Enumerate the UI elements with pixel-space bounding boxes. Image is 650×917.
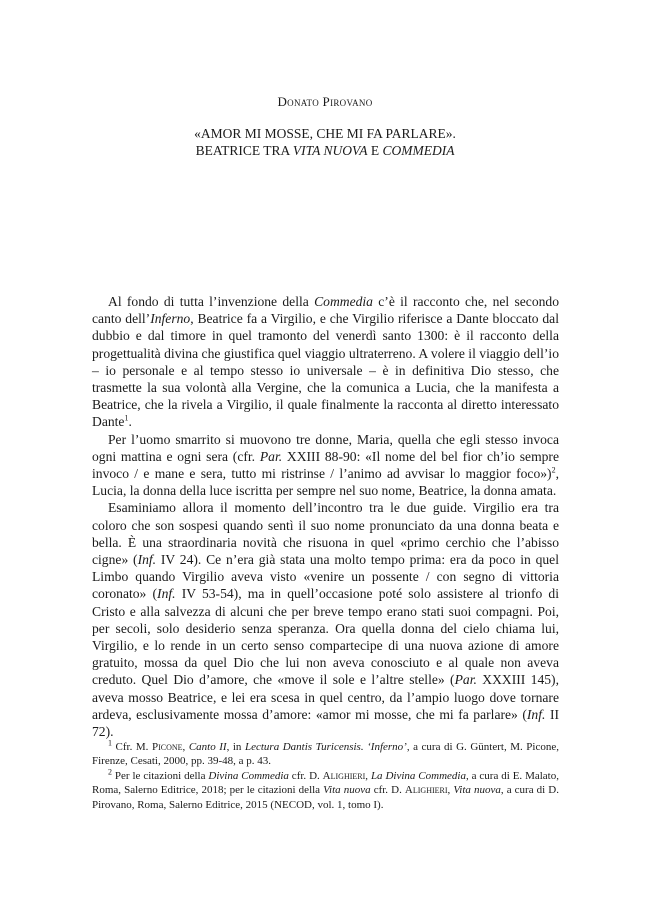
footnote-ref-2[interactable]: 2	[551, 465, 556, 475]
article-title	[0, 125, 650, 159]
smallcaps-run: Alighieri	[404, 784, 448, 797]
text-run: , a cura di G. Güntert, M. Picone, Firenze, Cesati, 2000, pp. 39-48, a p. 43.	[92, 741, 559, 768]
text-run: cfr. D.	[288, 769, 323, 782]
text-run: ,	[182, 741, 189, 753]
text-run: cfr. D.	[370, 784, 405, 797]
title-italic-commedia: COMMEDIA	[382, 143, 455, 158]
italic-run: Divina Commedia	[208, 769, 289, 782]
smallcaps-run: Alighieri	[322, 769, 366, 782]
title-italic-vita-nuova: VITA NUOVA	[292, 143, 368, 158]
title-line-1: «AMOR MI MOSSE, CHE MI FA PARLARE».	[194, 126, 456, 141]
body-text	[92, 293, 559, 740]
italic-run: Par.	[259, 448, 283, 464]
text-run: , in	[226, 741, 245, 753]
author-name: Donato Pirovano	[277, 94, 373, 109]
text-run: Cfr. M.	[112, 741, 152, 753]
text-run: Per le citazioni della	[112, 769, 209, 782]
italic-run: Canto II	[188, 741, 227, 753]
text-run: , a cura di D. Pirovano, Roma, Salerno Editrice, 2015 (NECOD, vol. 1, tomo I).	[92, 784, 559, 811]
italic-run: Vita nuova	[453, 784, 501, 797]
text-run: Esaminiamo allora il momento dell’incontro tra le due guide. Virgilio era tra coloro che son sospesi quando sentì il suo nome pronunciato da una donna beata e bella. È una straordinaria novità che risuona in quel «primo cerchio che l’abisso cigne» (	[92, 500, 559, 568]
italic-run: Commedia	[314, 294, 373, 309]
text-run: ,	[365, 769, 371, 782]
footnote-1	[92, 740, 559, 769]
paragraph-1	[92, 293, 559, 431]
text-run: ,	[447, 784, 454, 797]
text-run: Al fondo di tutta l’invenzione della	[108, 294, 315, 309]
paragraph-3	[92, 499, 559, 740]
text-run: c’è il racconto che, nel secondo canto dell’	[92, 294, 560, 327]
text-run: XXXIII 145), aveva mosso Beatrice, e lei era scesa in quel centro, da l’ampio luogo dove tornare ardeva, esclusivamente mossa d’amore: «amor mi mosse, che mi fa parlare» (	[92, 672, 559, 722]
title-line-2	[0, 142, 650, 159]
paragraph-2	[92, 431, 559, 500]
footnote-number: 1	[108, 738, 112, 748]
italic-run: La Divina Commedia	[370, 769, 466, 782]
smallcaps-run: Picone	[151, 741, 183, 753]
title-text: BEATRICE TRA	[195, 143, 293, 158]
text-run: Per l’uomo smarrito si muovono tre donne, Maria, quella che egli stesso invoca ogni mattina e ogni sera (cfr.	[92, 431, 559, 464]
footnote-ref-1[interactable]: 1	[124, 413, 129, 423]
title-text: E	[367, 143, 383, 158]
text-run: XXIII 88-90: «Il nome del bel fior ch’io sempre invoco / e mane e sera, tutto mi ristrinse / l’animo ad avvisar lo maggior foco»)	[92, 448, 559, 482]
italic-run: Vita nuova	[323, 784, 371, 797]
footnote-number: 2	[108, 767, 112, 777]
italic-run: Inf.	[526, 706, 546, 722]
italic-run: Inferno	[150, 311, 191, 327]
text-run: , Lucia, la donna della luce iscritta per sempre nel suo nome, Beatrice, la donna amata.	[92, 466, 559, 499]
italic-run: Par.	[454, 672, 477, 688]
footnotes	[92, 740, 559, 812]
text-run: IV 24). Ce n’era già stata una molto tempo prima: era da poco in quel Limbo quando Virgilio aveva visto «venire un possente / con segno di vittoria coronato» (	[92, 552, 559, 602]
text-run: II 72).	[92, 706, 559, 740]
text-run: , Beatrice fa a Virgilio, e che Virgilio riferisce a Dante bloccato dal dubbio e dal timore in quel tramonto del venerdì santo 1300: è il racconto della progettualità divina che giustifica quel viaggio ultraterreno. A volere il viaggio dell’io – io personale e al tempo stesso io universale – è in definitiva Dio stesso, che trasmette la sua volontà alla Vergine, che la comunica a Lucia, che la manifesta a Beatrice, che la rivela a Virgilio, il quale finalmente la racconta al diretto interessato Dante	[92, 311, 559, 430]
text-run: , a cura di E. Malato, Roma, Salerno Editrice, 2018; per le citazioni della	[92, 769, 559, 797]
footnote-2	[92, 769, 559, 812]
text-run: .	[128, 414, 132, 430]
italic-run: Lectura Dantis Turicensis. ‘Inferno’	[244, 741, 407, 753]
italic-run: Inf.	[157, 586, 176, 602]
italic-run: Inf.	[137, 552, 157, 568]
text-run: IV 53-54), ma in quell’occasione poté solo assistere al trionfo di Cristo e alla salvezza di alcuni che per breve tempo erano stati suoi compagni. Poi, per secoli, solo desiderio senza speranza. Ora quella donna del cielo chiama lui, Virgilio, e lo rende in un certo senso compartecipe di una nuova azione di amore gratuito, mossa da quel Dio che lui non aveva conosciuto e al quale non aveva creduto. Quel Dio d’amore, che «move il sole e l’altre stelle» (	[92, 586, 559, 688]
